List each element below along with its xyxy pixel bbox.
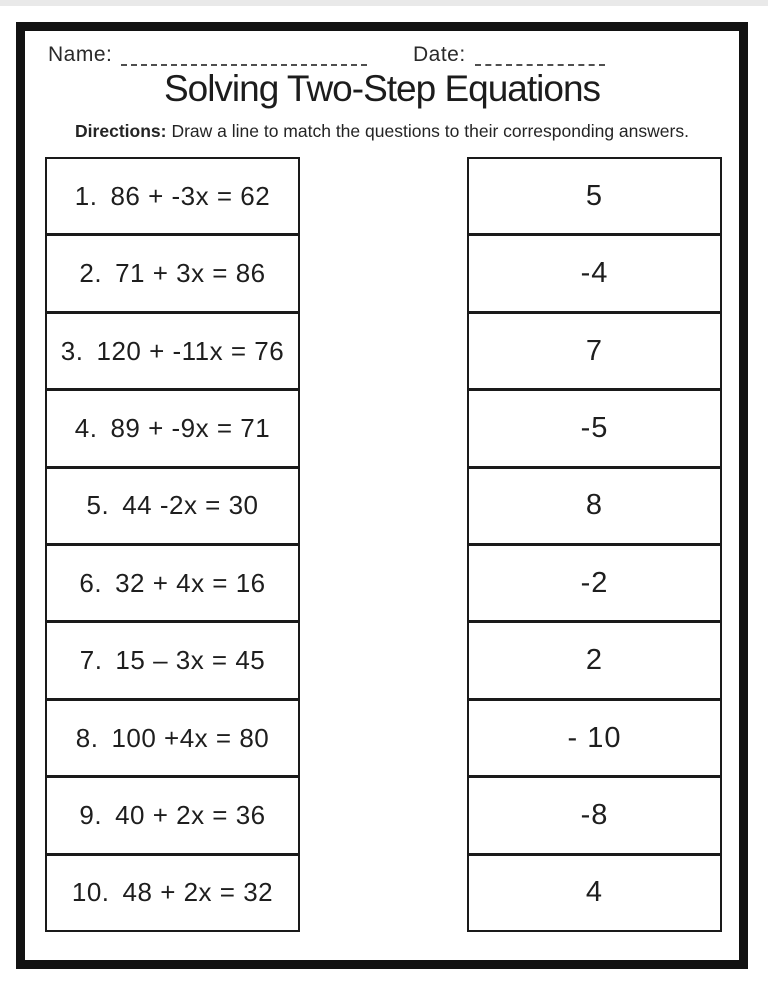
question-row-2[interactable] [47,236,298,313]
name-field [48,43,367,66]
answers-column [467,157,722,932]
question-equation: 86 + -3x = 62 [110,180,271,211]
question-number: 1. [74,180,98,211]
question-equation: 100 +4x = 80 [111,722,270,753]
answer-value: -8 [580,798,609,831]
answer-value: 5 [585,179,604,212]
answer-value: 4 [585,876,604,909]
question-number: 6. [79,567,103,598]
question-number: 3. [60,335,84,366]
question-row-10[interactable] [47,856,298,930]
date-label: Date: [413,43,466,66]
answer-row-1[interactable] [469,159,720,236]
answer-row-9[interactable] [469,778,720,855]
question-number: 9. [79,799,103,830]
question-row-7[interactable] [47,623,298,700]
date-blank-line[interactable] [475,47,605,66]
answer-row-8[interactable] [469,701,720,778]
date-field [413,43,605,66]
question-equation: 44 -2x = 30 [122,490,259,521]
question-row-9[interactable] [47,778,298,855]
answer-row-4[interactable] [469,391,720,468]
question-row-3[interactable] [47,314,298,391]
questions-column [45,157,300,932]
directions-text: Draw a line to match the questions to their corresponding answers. [171,121,689,141]
name-blank-line[interactable] [121,47,367,66]
answer-value: -4 [580,257,609,290]
worksheet-page-frame [16,22,748,969]
question-number: 10. [71,877,110,908]
question-equation: 89 + -9x = 71 [110,412,271,443]
question-row-6[interactable] [47,546,298,623]
answer-row-5[interactable] [469,469,720,546]
answer-row-2[interactable] [469,236,720,313]
question-row-1[interactable] [47,159,298,236]
question-equation: 15 – 3x = 45 [115,645,266,676]
answer-value: -5 [580,411,609,444]
scan-top-strip [0,0,768,6]
question-number: 4. [74,412,98,443]
directions [25,121,739,142]
answer-row-7[interactable] [469,623,720,700]
answer-value: 2 [585,644,604,677]
question-equation: 120 + -11x = 76 [96,335,285,366]
answer-value: -2 [580,566,609,599]
question-equation: 71 + 3x = 86 [115,258,266,289]
directions-label: Directions: [75,121,167,141]
question-row-8[interactable] [47,701,298,778]
question-row-5[interactable] [47,469,298,546]
answer-value: - 10 [567,721,622,754]
answer-value: 8 [585,489,604,522]
question-number: 5. [86,490,110,521]
answer-row-6[interactable] [469,546,720,623]
question-equation: 40 + 2x = 36 [115,799,266,830]
question-equation: 48 + 2x = 32 [122,877,274,908]
question-number: 2. [79,258,103,289]
page-title: Solving Two-Step Equations [163,68,601,109]
name-label: Name: [48,43,113,66]
question-number: 8. [75,722,99,753]
question-row-4[interactable] [47,391,298,468]
answer-row-10[interactable] [469,856,720,930]
question-number: 7. [79,645,103,676]
answer-row-3[interactable] [469,314,720,391]
answer-value: 7 [585,334,604,367]
question-equation: 32 + 4x = 16 [115,567,266,598]
